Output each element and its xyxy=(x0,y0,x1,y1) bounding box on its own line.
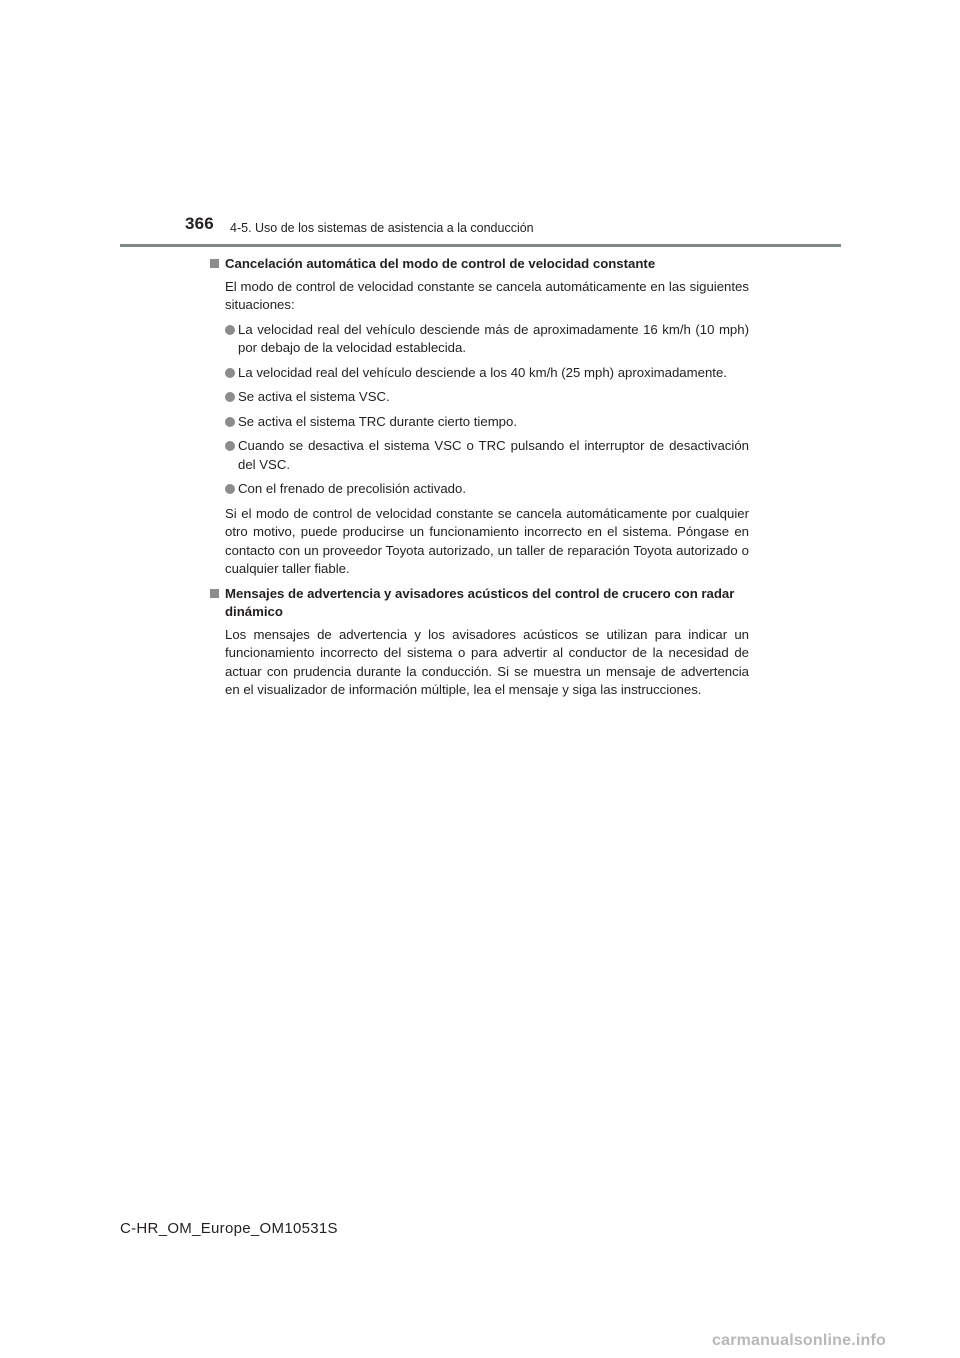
watermark: carmanualsonline.info xyxy=(712,1332,887,1349)
list-item xyxy=(209,413,749,432)
page-number: 366 xyxy=(185,214,214,233)
header-rule xyxy=(120,244,841,247)
round-bullet-icon xyxy=(225,325,235,335)
section-title: 4-5. Uso de los sistemas de asistencia a la conducción xyxy=(230,221,534,235)
round-bullet-icon xyxy=(225,441,235,451)
list-item-text: La velocidad real del vehículo desciende más de aproximadamente 16 km/h (10 mph) por debajo de la velocidad establecida. xyxy=(238,321,749,355)
list-item-text: La velocidad real del vehículo desciende a los 40 km/h (25 mph) aproximadamente. xyxy=(238,364,727,380)
section-heading xyxy=(209,585,749,622)
list-item xyxy=(209,364,749,383)
square-bullet-icon xyxy=(210,589,219,598)
section-heading-text: Cancelación automática del modo de control de velocidad constante xyxy=(225,256,656,271)
list-item xyxy=(209,480,749,499)
round-bullet-icon xyxy=(225,417,235,427)
list-item-text: Se activa el sistema VSC. xyxy=(238,389,390,404)
round-bullet-icon xyxy=(225,484,235,494)
list-item xyxy=(209,388,749,407)
list-item-text: Cuando se desactiva el sistema VSC o TRC pulsando el interruptor de desactivación del VSC. xyxy=(238,438,749,472)
paragraph: Si el modo de control de velocidad constante se cancela automáticamente por cualquier otro motivo, puede producirse un funcionamiento incorrecto en el sistema. Póngase en contacto con un proveedor Toyota autorizado, un taller de reparación Toyota autorizado o cualquier taller fiable. xyxy=(225,505,749,576)
paragraph: Los mensajes de advertencia y los avisadores acústicos se utilizan para indicar un funcionamiento incorrecto del sistema o para advertir al conductor de la necesidad de actuar con prudencia durante la conducción. Si se muestra un mensaje de advertencia en el visualizador de información múltiple, lea el mensaje y siga las instrucciones. xyxy=(225,626,749,697)
round-bullet-icon xyxy=(225,368,235,378)
section-heading xyxy=(209,255,749,274)
list-item xyxy=(209,437,749,474)
paragraph: El modo de control de velocidad constante se cancela automáticamente en las siguientes situaciones: xyxy=(225,278,749,312)
list-item-text: Se activa el sistema TRC durante cierto tiempo. xyxy=(238,413,518,429)
footer-doc-code: C-HR_OM_Europe_OM10531S xyxy=(120,1220,338,1237)
page-content xyxy=(209,255,749,706)
round-bullet-icon xyxy=(225,392,235,402)
square-bullet-icon xyxy=(210,259,219,268)
list-item xyxy=(209,321,749,358)
section-heading-text: Mensajes de advertencia y avisadores acústicos del control de crucero con radar dinámico xyxy=(225,585,735,619)
list-item-text: Con el frenado de precolisión activado. xyxy=(238,481,466,496)
